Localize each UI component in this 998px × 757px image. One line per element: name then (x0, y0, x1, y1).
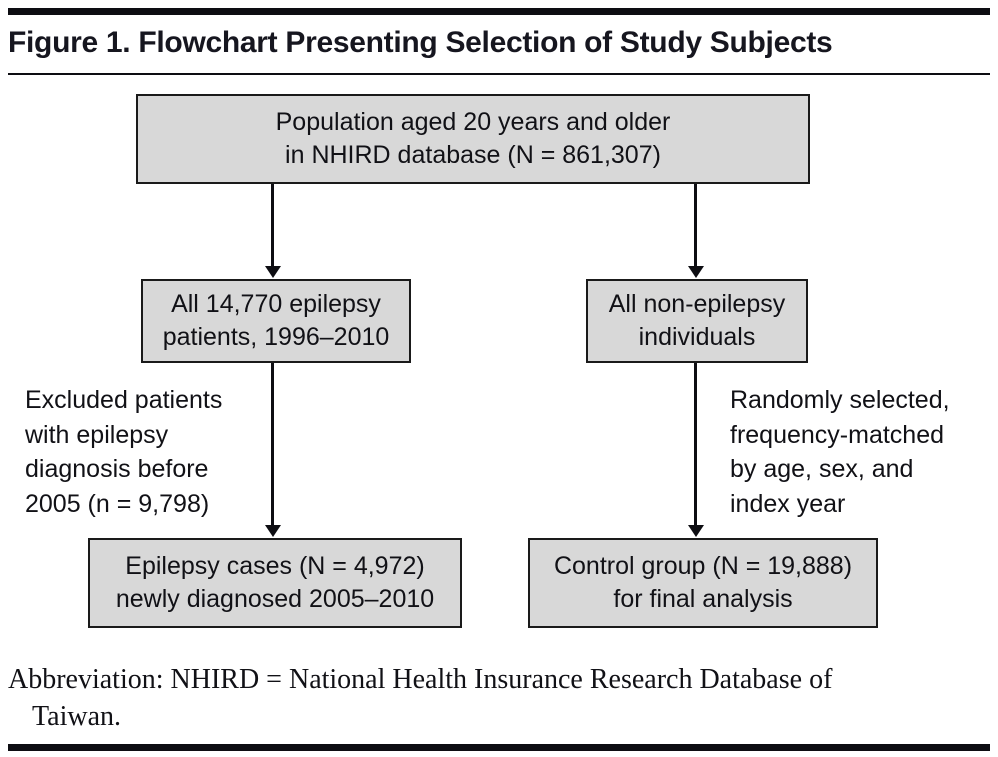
footnote-line: Abbreviation: NHIRD = National Health Insurance Research Database of (8, 664, 833, 695)
note-line: frequency-matched (730, 420, 945, 449)
note-line: Randomly selected, (730, 386, 950, 414)
top-rule (8, 8, 990, 15)
box-text-line: All non-epilepsy (608, 290, 786, 318)
arrow-down-icon (271, 363, 274, 526)
box-text-line: Epilepsy cases (N = 4,972) (125, 552, 425, 580)
note-line: index year (730, 489, 846, 518)
title-divider (8, 73, 990, 75)
abbreviation-note (8, 662, 832, 736)
box-text-line: Population aged 20 years and older (275, 108, 671, 136)
box-text-line: All 14,770 epilepsy (171, 290, 381, 318)
flow-box-non-epilepsy (586, 279, 808, 363)
box-text-line: for final analysis (613, 585, 793, 613)
exclusion-note (25, 383, 270, 521)
arrow-down-icon (694, 363, 697, 526)
box-text-line: newly diagnosed 2005–2010 (115, 585, 435, 613)
figure-title: Figure 1. Flowchart Presenting Selection of Study Subjects (8, 26, 833, 59)
flow-box-epilepsy-cases (88, 538, 462, 628)
note-line: Excluded patients (25, 386, 223, 414)
flow-box-epilepsy-patients (141, 279, 411, 363)
flow-box-population (136, 94, 810, 184)
arrowhead-icon (688, 266, 704, 278)
arrowhead-icon (265, 266, 281, 278)
arrow-down-icon (271, 184, 274, 267)
bottom-rule (8, 744, 990, 751)
box-text-line: in NHIRD database (N = 861,307) (285, 141, 661, 169)
arrowhead-icon (688, 525, 704, 537)
note-line: 2005 (n = 9,798) (25, 489, 210, 518)
box-text-line: patients, 1996–2010 (162, 323, 390, 351)
matching-note (730, 383, 980, 521)
note-line: by age, sex, and (730, 455, 914, 483)
footnote-line: Taiwan. (32, 700, 122, 732)
arrow-down-icon (694, 184, 697, 267)
box-text-line: Control group (N = 19,888) (553, 552, 853, 580)
flow-box-control-group (528, 538, 878, 628)
note-line: with epilepsy (25, 420, 169, 449)
note-line: diagnosis before (25, 455, 209, 483)
arrowhead-icon (265, 525, 281, 537)
box-text-line: individuals (638, 323, 756, 351)
